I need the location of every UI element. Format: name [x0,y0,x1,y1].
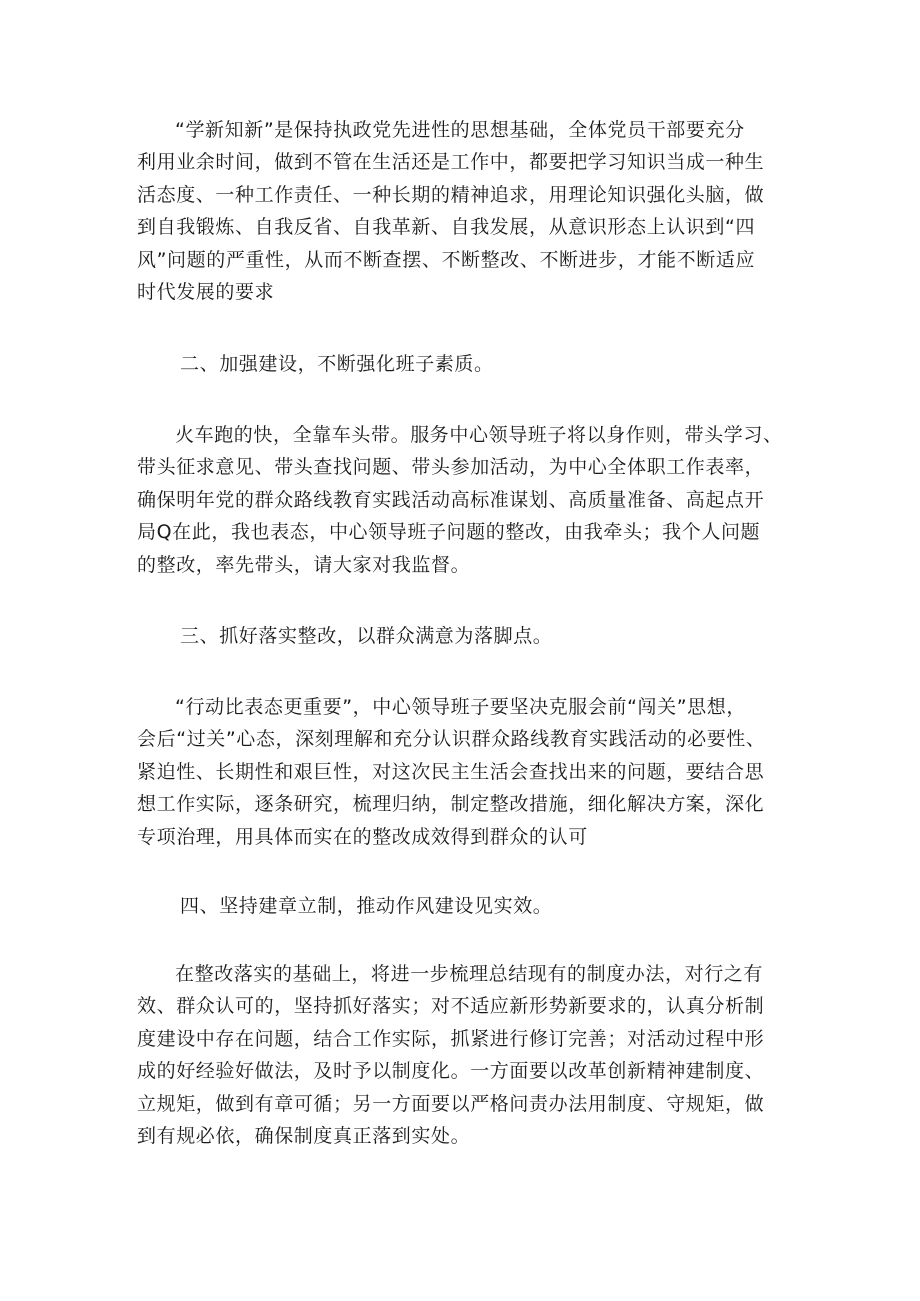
section-heading-two [137,348,797,380]
paragraph-line: 到自我锻炼、自我反省、自我革新、自我发展，从意识形态上认识到“四 [137,216,756,239]
paragraph-line: 立规矩，做到有章可循；另一方面要以严格问责办法用制度、守规矩，做 [137,1092,765,1115]
paragraph-rules-system [137,958,797,1152]
paragraph-line: 想工作实际，逐条研究，梳理归纳，制定整改措施，细化解决方案，深化 [137,793,765,816]
paragraph-line: 确保明年党的群众路线教育实践活动高标准谋划、高质量准备、高起点开 [137,488,765,511]
paragraph-line: 效、群众认可的，坚持抓好落实；对不适应新形势新要求的，认真分析制 [137,995,765,1018]
section-heading: 四、坚持建章立制，推动作风建设见实效。 [180,895,553,917]
paragraph-line: 带头征求意见、带头查找问题、带头参加活动，为中心全体职工作表率， [137,456,765,479]
paragraph-line: “行动比表态更重要”，中心领导班子要坚决克服会前“闯关”思想， [175,696,746,718]
paragraph-line: 专项治理，用具体而实在的整改成效得到群众的认可 [137,825,588,848]
paragraph-line: 紧迫性、长期性和艰巨性，对这次民主生活会查找出来的问题，要结合思 [137,760,765,783]
paragraph-line: 风”问题的严重性，从而不断查摆、不断整改、不断进步，才能不断适应 [137,248,756,271]
paragraph-line: 火车跑的快，全靠车头带。服务中心领导班子将以身作则，带头学习、 [175,424,783,446]
section-heading-three [137,620,797,652]
paragraph-line: 的整改，率先带头，请大家对我监督。 [137,553,471,576]
section-heading-four [137,890,797,922]
paragraph-line: 到有规必依，确保制度真正落到实处。 [137,1124,471,1147]
paragraph-line: 活态度、一种工作责任、一种长期的精神追求，用理论知识强化头脑，做 [137,183,765,206]
paragraph-action-over-words [137,691,797,853]
paragraph-learning-new-knowledge [137,114,797,308]
paragraph-line: 度建设中存在问题，结合工作实际，抓紧进行修订完善；对活动过程中形 [137,1027,765,1050]
paragraph-line: 时代发展的要求 [137,280,275,303]
paragraph-line: “学新知新”是保持执政党先进性的思想基础，全体党员干部要充分 [175,119,745,141]
paragraph-line: 利用业余时间，做到不管在生活还是工作中，都要把学习知识当成一种生 [137,151,765,174]
paragraph-leadership-example [137,419,797,581]
paragraph-line: 成的好经验好做法，及时予以制度化。一方面要以改革创新精神建制度、 [137,1060,765,1083]
section-heading: 二、加强建设，不断强化班子素质。 [180,353,494,375]
section-heading: 三、抓好落实整改，以群众满意为落脚点。 [180,625,553,647]
paragraph-line: 局Q在此，我也表态，中心领导班子问题的整改，由我牵头；我个人问题 [137,521,761,544]
paragraph-line: 在整改落实的基础上，将进一步梳理总结现有的制度办法，对行之有 [175,963,764,985]
paragraph-line: 会后“过关”心态，深刻理解和充分认识群众路线教育实践活动的必要性、 [137,728,766,751]
